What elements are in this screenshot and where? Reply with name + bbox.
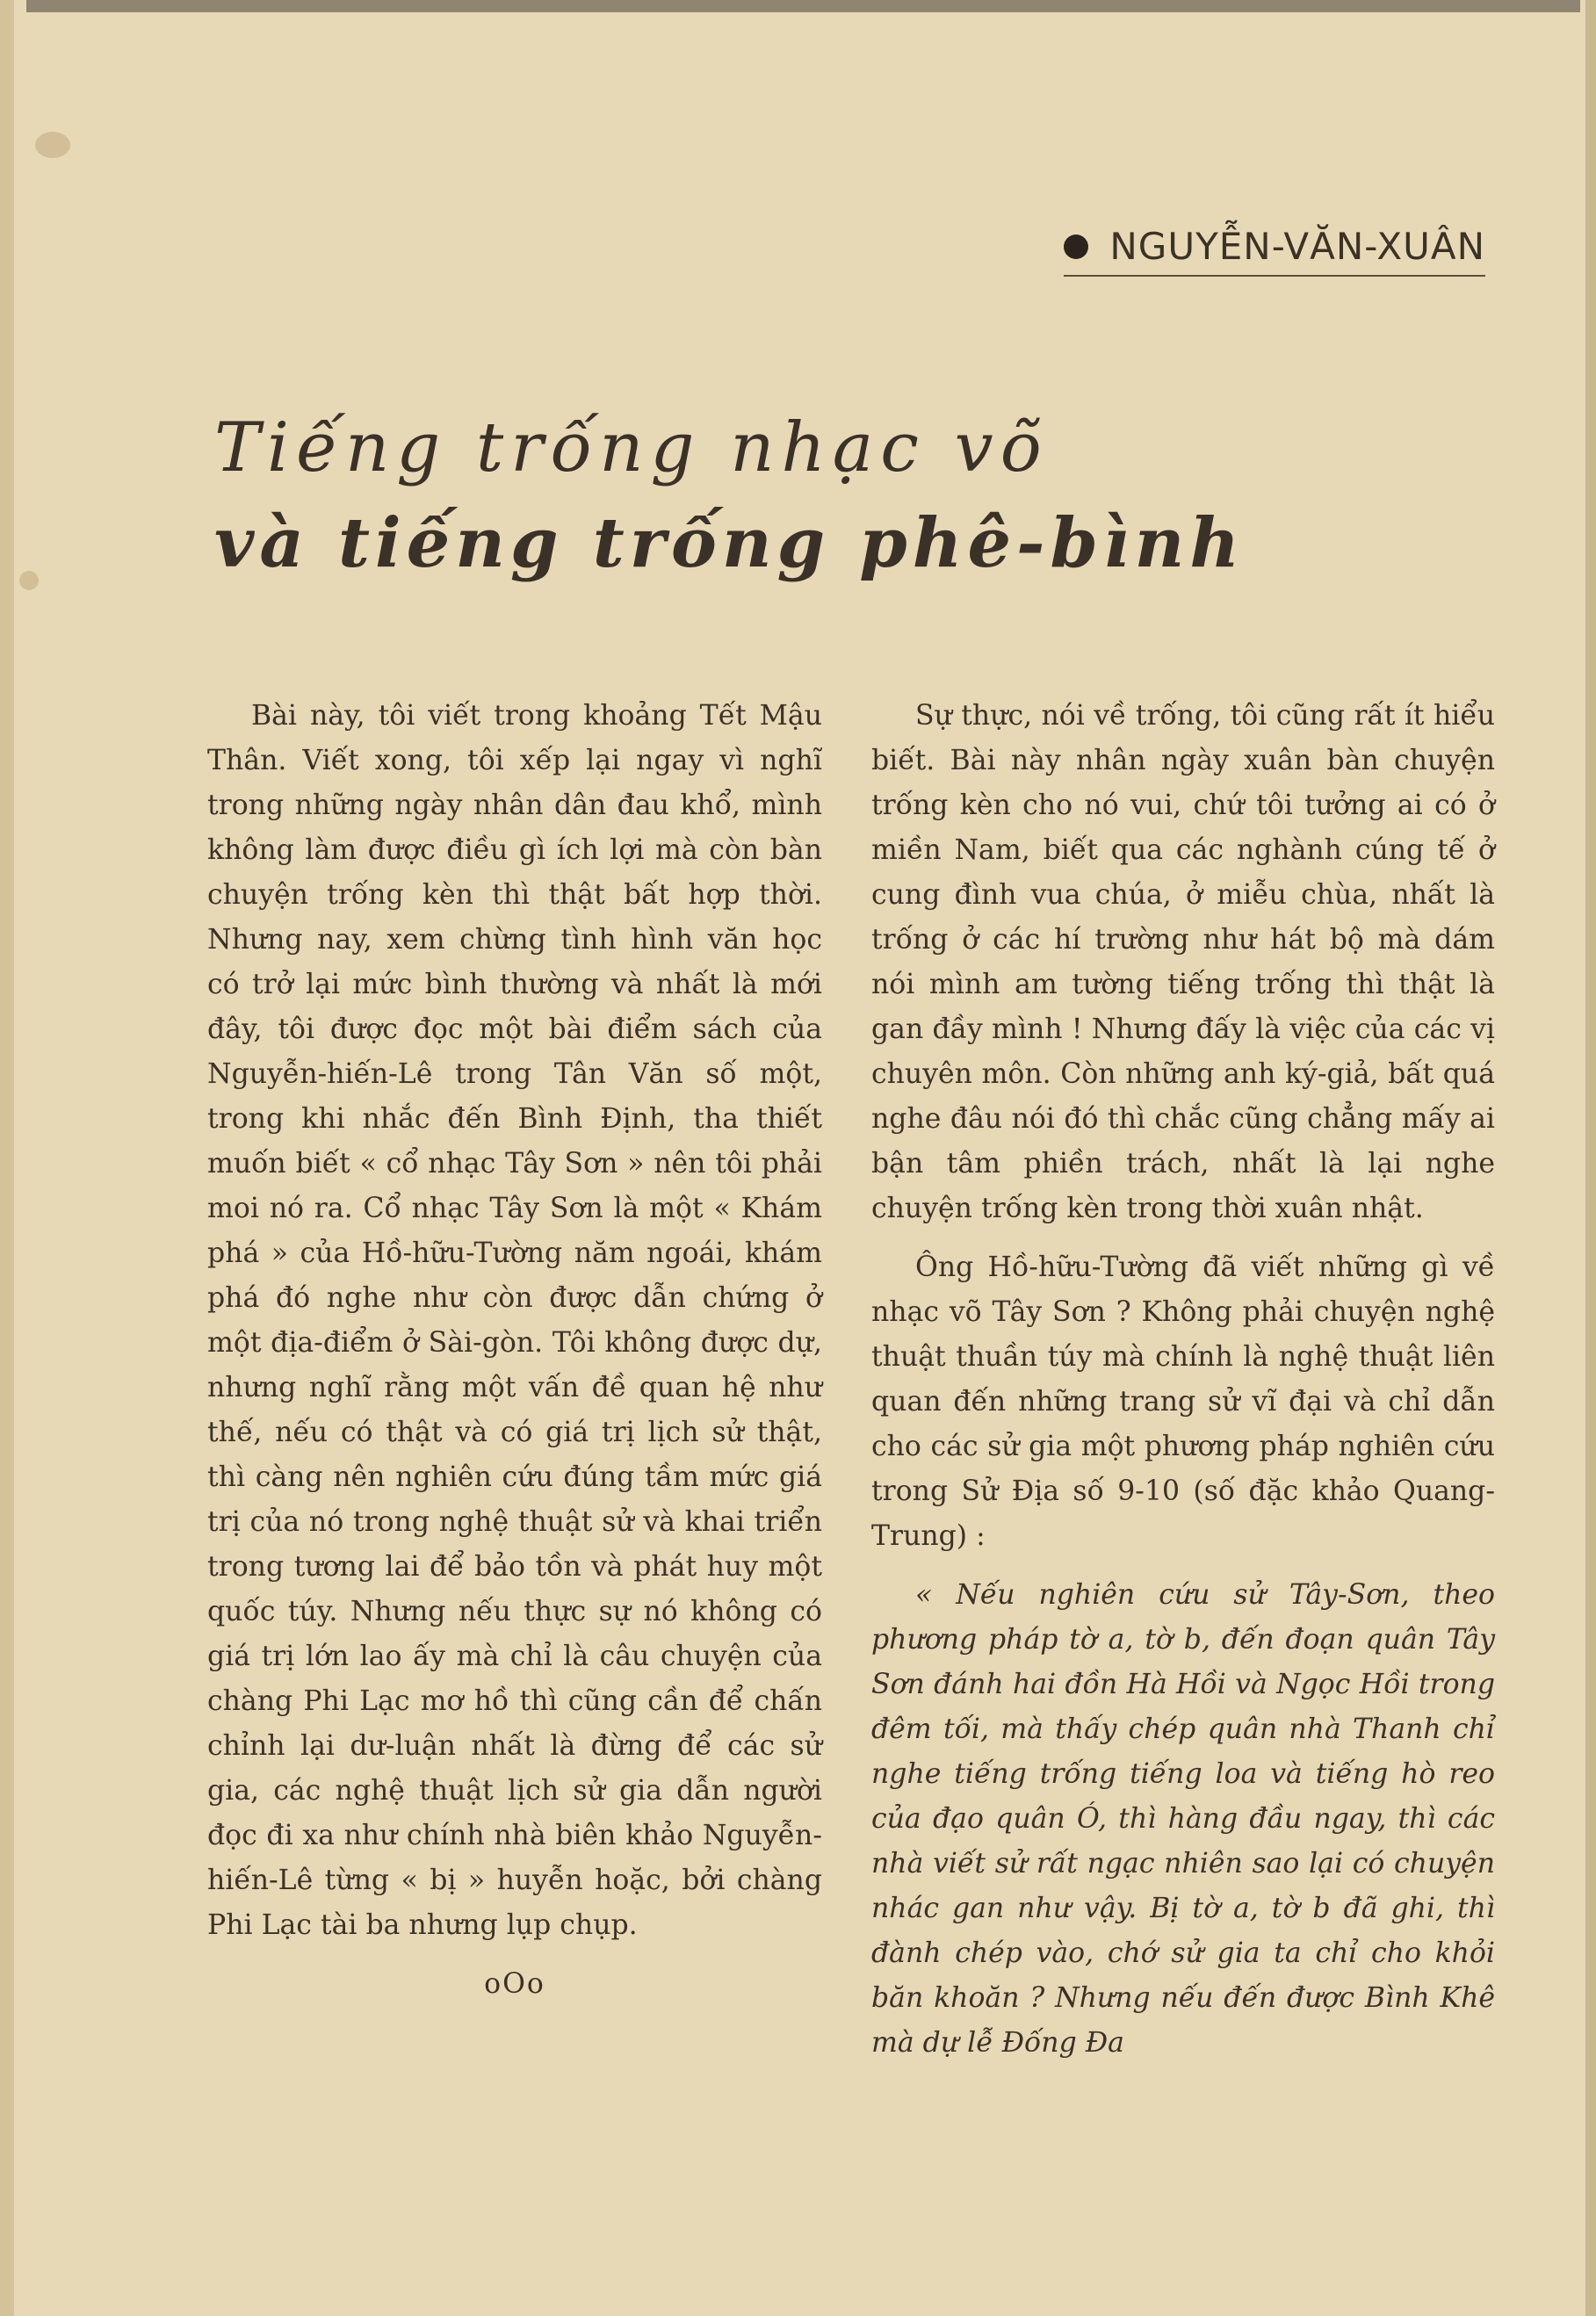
author-byline	[1064, 225, 1485, 277]
paper-stain	[35, 132, 70, 158]
title-line-2: và tiếng trống phê-bình	[214, 502, 1246, 583]
page-right-edge	[1585, 0, 1596, 2316]
page-left-edge	[0, 0, 14, 2316]
paper-stain	[19, 571, 39, 590]
bullet-icon	[1064, 234, 1088, 259]
left-column	[207, 694, 822, 2007]
quoted-paragraph: « Nếu nghiên cứu sử Tây-Sơn, theo phương pháp tờ a, tờ b, đến đoạn quân Tây Sơn đánh hai đồn Hà Hồi và Ngọc Hồi trong đêm tối, mà thấy chép quân nhà Thanh chỉ nghe tiếng trống tiếng loa và tiếng hò reo của đạo quân Ó, thì hàng đầu ngay, thì các nhà viết sử rất ngạc nhiên sao lại có chuyện nhác gan như vậy. Bị tờ a, tờ b đã ghi, thì đành chép vào, chớ sử gia ta chỉ cho khỏi băn khoăn ? Nhưng nếu đến được Bình Khê mà dự lễ Đống Đa	[871, 1579, 1495, 2059]
paragraph: Bài này, tôi viết trong khoảng Tết Mậu Thân. Viết xong, tôi xếp lại ngay vì nghĩ trong những ngày nhân dân đau khổ, mình không làm được điều gì ích lợi mà còn bàn chuyện trống kèn thì thật bất hợp thời. Nhưng nay, xem chừng tình hình văn học có trở lại mức bình thường và nhất là mới đây, tôi được đọc một bài điểm sách của Nguyễn-hiến-Lê trong Tân Văn số một, trong khi nhắc đến Bình Định, tha thiết muốn biết « cổ nhạc Tây Sơn » nên tôi phải moi nó ra. Cổ nhạc Tây Sơn là một « Khám phá » của Hồ-hữu-Tường năm ngoái, khám phá đó nghe như còn được dẫn chứng ở một địa-điểm ở Sài-gòn. Tôi không được dự, nhưng nghĩ rằng một vấn đề quan hệ như thế, nếu có thật và có giá trị lịch sử thật, thì càng nên nghiên cứu đúng tầm mức giá trị của nó trong nghệ thuật sử và khai triển trong tương lai để bảo tồn và phát huy một quốc túy. Nhưng nếu thực sự nó không có giá trị lớn lao ấy mà chỉ là câu chuyện của chàng Phi Lạc mơ hồ thì cũng cần để chấn chỉnh lại dư-luận nhất là đừng để các sử gia, các nghệ thuật lịch sử gia dẫn người đọc đi xa như chính nhà biên khảo Nguyễn-hiến-Lê từng « bị » huyễn hoặc, bởi chàng Phi Lạc tài ba nhưng lụp chụp.	[207, 700, 822, 1941]
article-title	[214, 408, 1246, 583]
right-column	[871, 694, 1495, 2066]
paragraph: Ông Hồ-hữu-Tường đã viết những gì về nhạc võ Tây Sơn ? Không phải chuyện nghệ thuật thuần túy mà chính là nghệ thuật liên quan đến những trang sử vĩ đại và chỉ dẫn cho các sử gia một phương pháp nghiên cứu trong Sử Địa số 9-10 (số đặc khảo Quang-Trung) :	[871, 1252, 1495, 1552]
section-separator: oOo	[484, 1968, 545, 2000]
title-line-1: Tiếng trống nhạc võ	[214, 408, 1049, 487]
page-top-edge	[26, 0, 1580, 12]
paragraph: Sự thực, nói về trống, tôi cũng rất ít hiểu biết. Bài này nhân ngày xuân bàn chuyện trống kèn cho nó vui, chứ tôi tưởng ai có ở miền Nam, biết qua các nghành cúng tế ở cung đình vua chúa, ở miễu chùa, nhất là trống ở các hí trường như hát bộ mà dám nói mình am tường tiếng trống thì thật là gan đầy mình ! Nhưng đấy là việc của các vị chuyên môn. Còn những anh ký-giả, bất quá nghe đâu nói đó thì chắc cũng chẳng mấy ai bận tâm phiền trách, nhất là lại nghe chuyện trống kèn trong thời xuân nhật.	[871, 700, 1495, 1224]
author-name: NGUYỄN-VĂN-XUÂN	[1109, 225, 1485, 268]
